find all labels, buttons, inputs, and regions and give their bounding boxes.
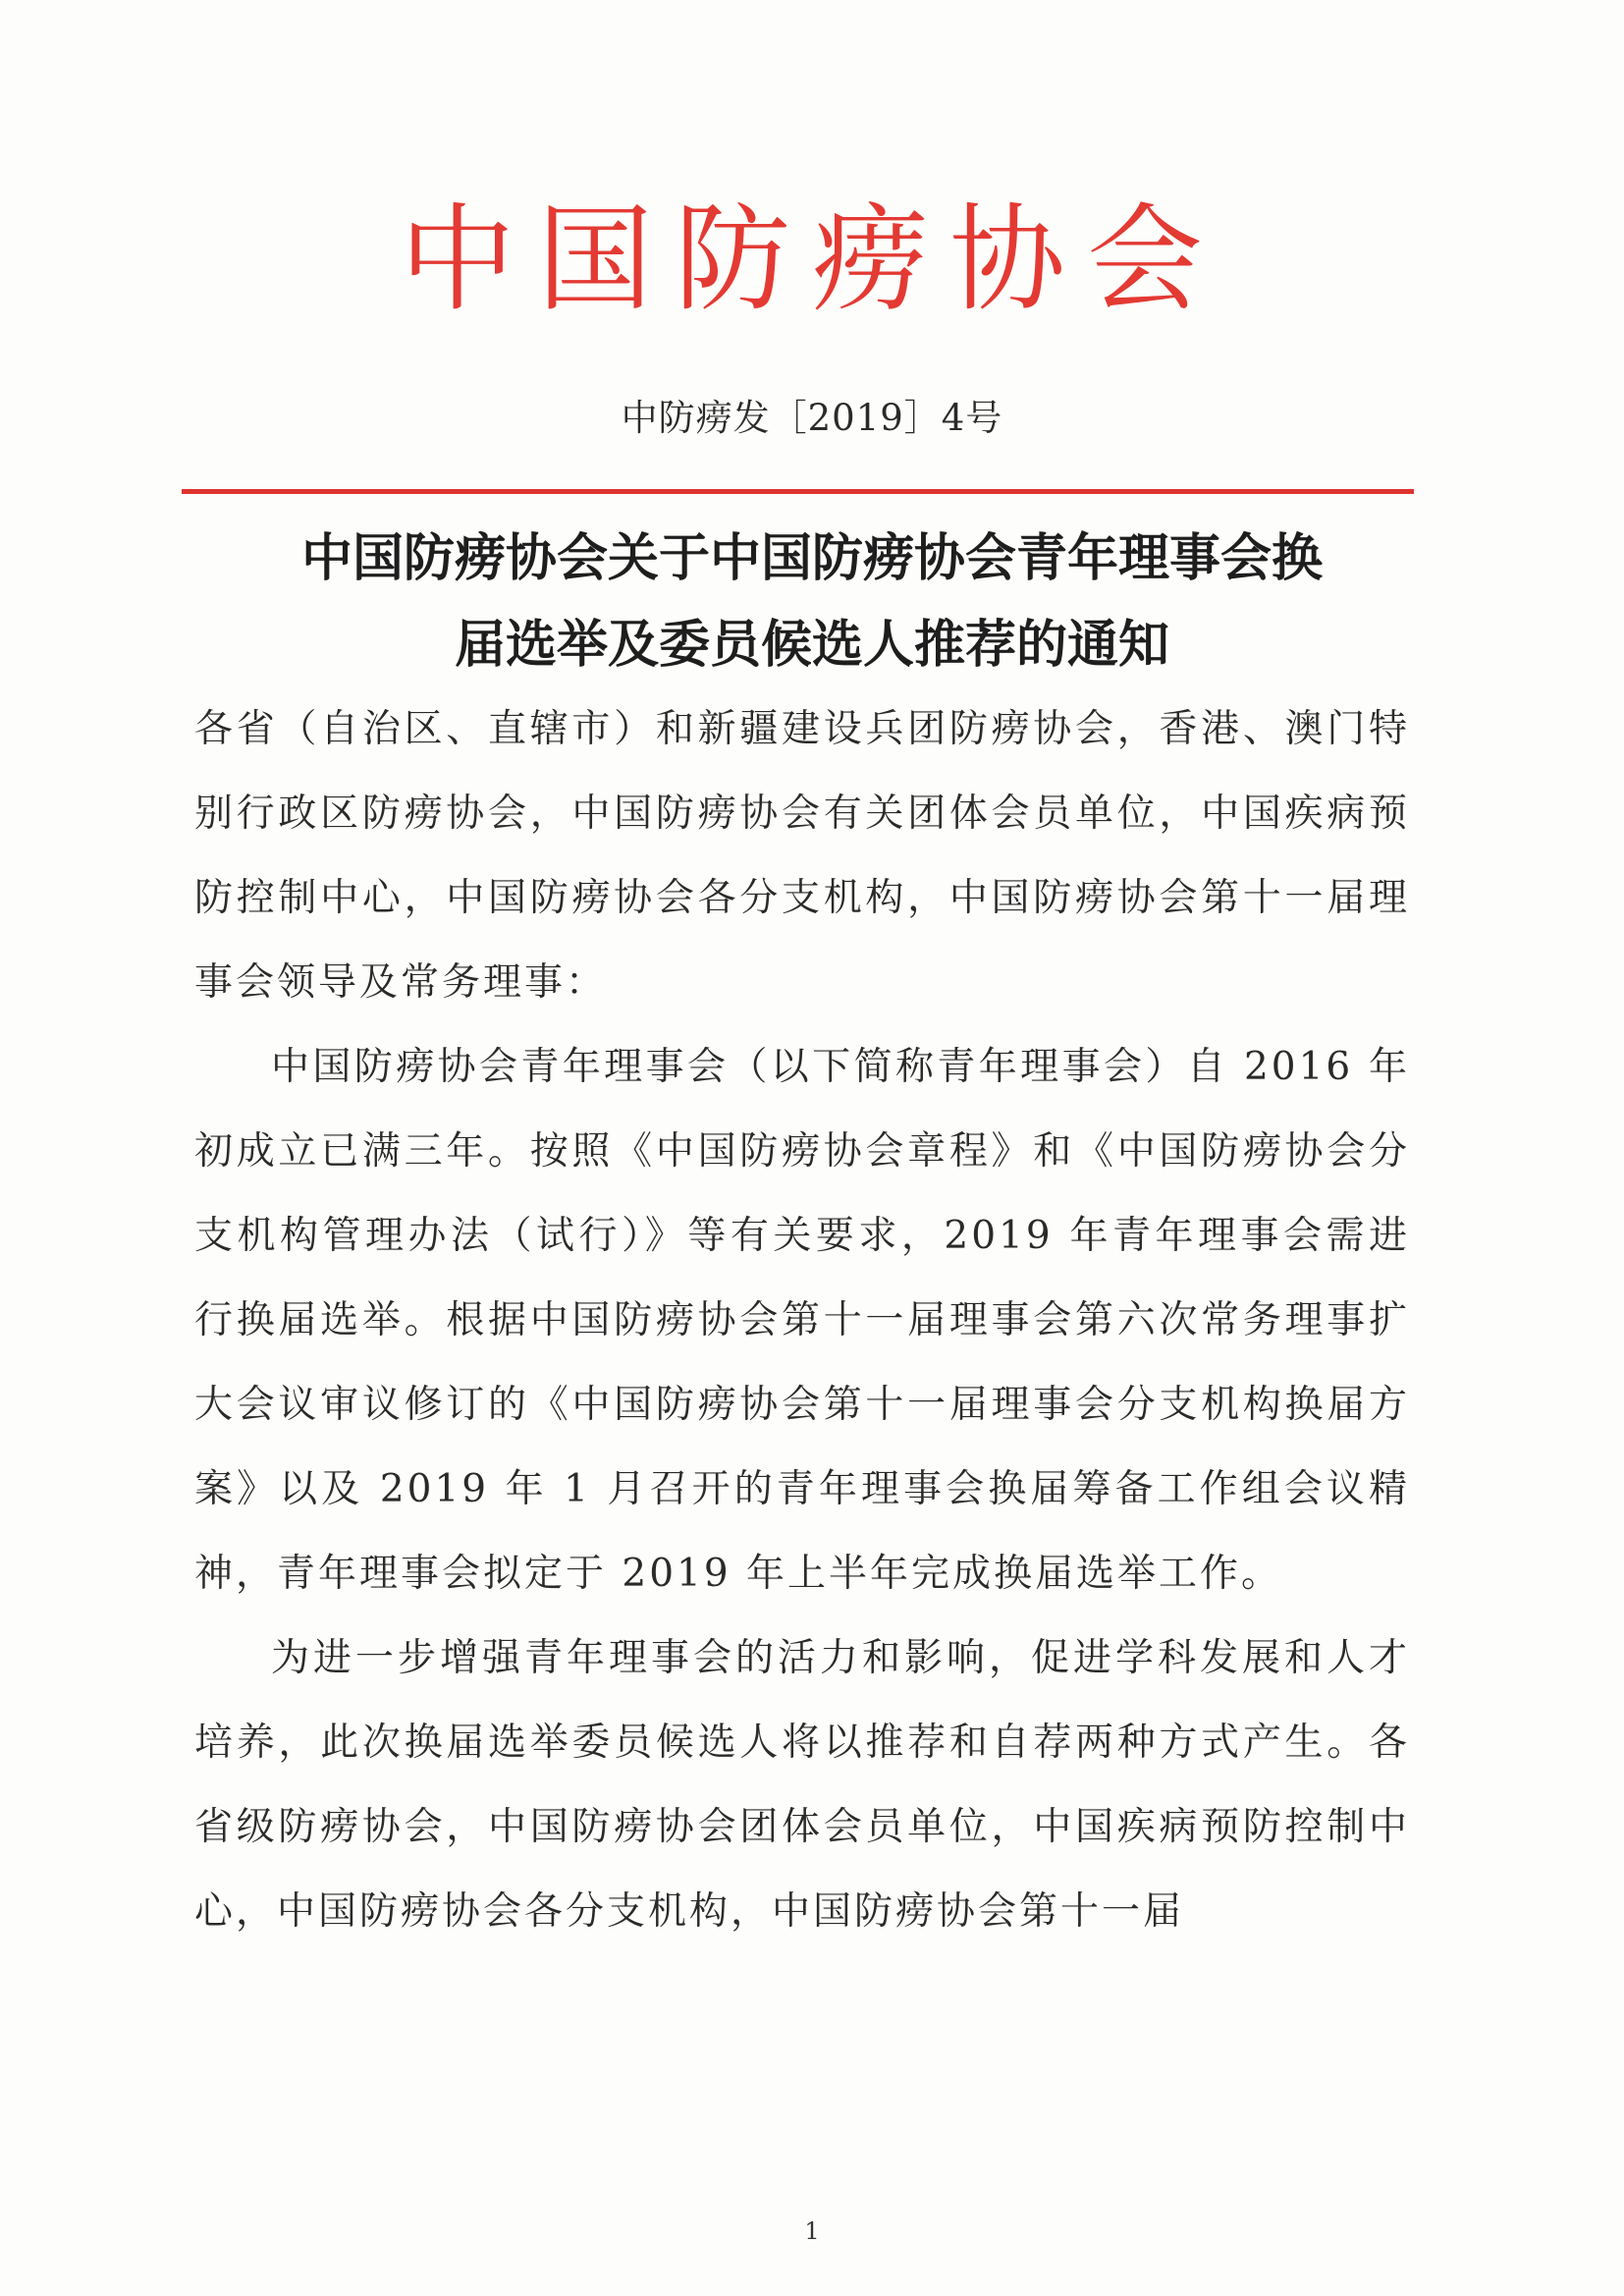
document-title <box>177 516 1447 688</box>
page-number: 1 <box>804 2217 820 2245</box>
body-paragraph-1: 中国防痨协会青年理事会（以下简称青年理事会）自 2016 年初成立已满三年。按照《中国防痨协会章程》和《中国防痨协会分支机构管理办法（试行）》等有关要求，2019 年青年理事会需进行换届选举。根据中国防痨协会第十一届理事会第六次常务理事扩大会议审议修订的《中国防痨协会第十一届理事会分支机构换届方案》以及 2019 年 1 月召开的青年理事会换届筹备工作组会议精神，青年理事会拟定于 2019 年上半年完成换届选举工作。 <box>194 1045 1410 1596</box>
salutation-paragraph: 各省（自治区、直辖市）和新疆建设兵团防痨协会，香港、澳门特别行政区防痨协会，中国防痨协会有关团体会员单位，中国疾病预防控制中心，中国防痨协会各分支机构，中国防痨协会第十一届理事会领导及常务理事： <box>194 707 1410 1005</box>
title-line-1: 中国防痨协会关于中国防痨协会青年理事会换 <box>300 528 1323 588</box>
body-paragraph-2: 为进一步增强青年理事会的活力和影响，促进学科发展和人才培养，此次换届选举委员候选人将以推荐和自荐两种方式产生。各省级防痨协会，中国防痨协会团体会员单位，中国疾病预防控制中心，中国防痨协会各分支机构，中国防痨协会第十一届 <box>194 1636 1410 1934</box>
document-body <box>194 687 1410 1954</box>
red-divider-rule <box>182 489 1414 494</box>
org-name-header: 中国防痨协会 <box>399 191 1224 327</box>
title-line-2: 届选举及委员候选人推荐的通知 <box>454 615 1169 675</box>
document-number: 中防痨发［2019］4号 <box>621 397 1003 439</box>
